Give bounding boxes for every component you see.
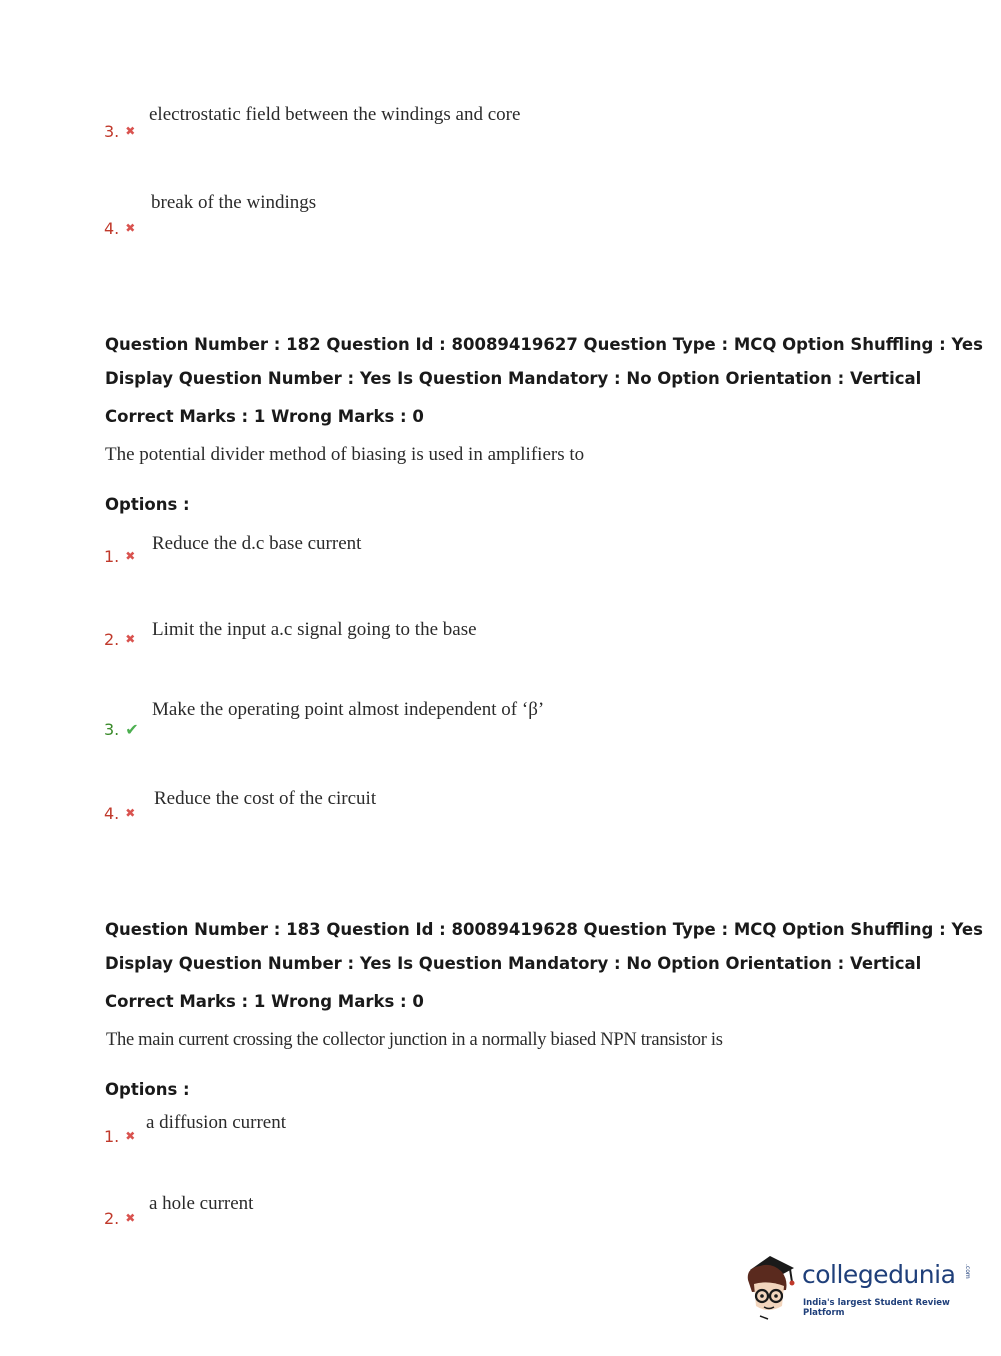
check-icon: ✔ (125, 720, 139, 739)
option-number (104, 630, 135, 649)
options-label: Options : (105, 1080, 190, 1099)
option-number (104, 122, 135, 141)
option-text: Limit the input a.c signal going to the base (152, 619, 477, 640)
option-text: a hole current (149, 1193, 254, 1214)
wrong-icon: ✖ (125, 1129, 136, 1143)
wrong-icon: ✖ (125, 124, 136, 138)
option-number (104, 1209, 135, 1228)
question-meta-line: Question Number : 182 Question Id : 80089419627 Question Type : MCQ Option Shuffling : Yes (105, 335, 983, 354)
question-meta-line: Question Number : 183 Question Id : 80089419628 Question Type : MCQ Option Shuffling : Yes (105, 920, 983, 939)
option-number (104, 804, 135, 823)
option-text: Make the operating point almost independent of ‘β’ (152, 699, 545, 720)
option-number-label: 4. (104, 804, 120, 823)
mascot-icon (742, 1250, 802, 1320)
option-number (104, 547, 135, 566)
question-marks-line: Correct Marks : 1 Wrong Marks : 0 (105, 407, 424, 426)
option-number-label: 2. (104, 630, 120, 649)
option-text: a diffusion current (146, 1112, 286, 1133)
option-text: Reduce the cost of the circuit (154, 788, 377, 809)
collegedunia-logo (742, 1250, 972, 1320)
options-label: Options : (105, 495, 190, 514)
option-number-label: 2. (104, 1209, 120, 1228)
wrong-icon: ✖ (125, 221, 136, 235)
option-text: break of the windings (151, 192, 317, 213)
logo-wordmark: collegedunia (802, 1260, 956, 1289)
option-text: electrostatic field between the windings and core (149, 104, 521, 125)
option-text: Reduce the d.c base current (152, 533, 362, 554)
wrong-icon: ✖ (125, 549, 136, 563)
option-number-label: 4. (104, 219, 120, 238)
question-marks-line: Correct Marks : 1 Wrong Marks : 0 (105, 992, 424, 1011)
question-meta-line: Display Question Number : Yes Is Question Mandatory : No Option Orientation : Vertical (105, 954, 922, 973)
option-number-label: 1. (104, 547, 120, 566)
logo-suffix: .com (964, 1264, 971, 1279)
question-meta-line: Display Question Number : Yes Is Question Mandatory : No Option Orientation : Vertical (105, 369, 922, 388)
wrong-icon: ✖ (125, 806, 136, 820)
question-stem: The potential divider method of biasing is used in amplifiers to (105, 444, 585, 465)
wrong-icon: ✖ (125, 632, 136, 646)
logo-tagline: India's largest Student Review Platform (803, 1298, 950, 1318)
option-number-label: 1. (104, 1127, 120, 1146)
option-number (104, 219, 135, 238)
wrong-icon: ✖ (125, 1211, 136, 1225)
option-number-label: 3. (104, 720, 120, 739)
option-number (104, 720, 139, 739)
option-number (104, 1127, 135, 1146)
question-stem: The main current crossing the collector junction in a normally biased NPN transistor is (106, 1030, 723, 1050)
option-number-label: 3. (104, 122, 120, 141)
